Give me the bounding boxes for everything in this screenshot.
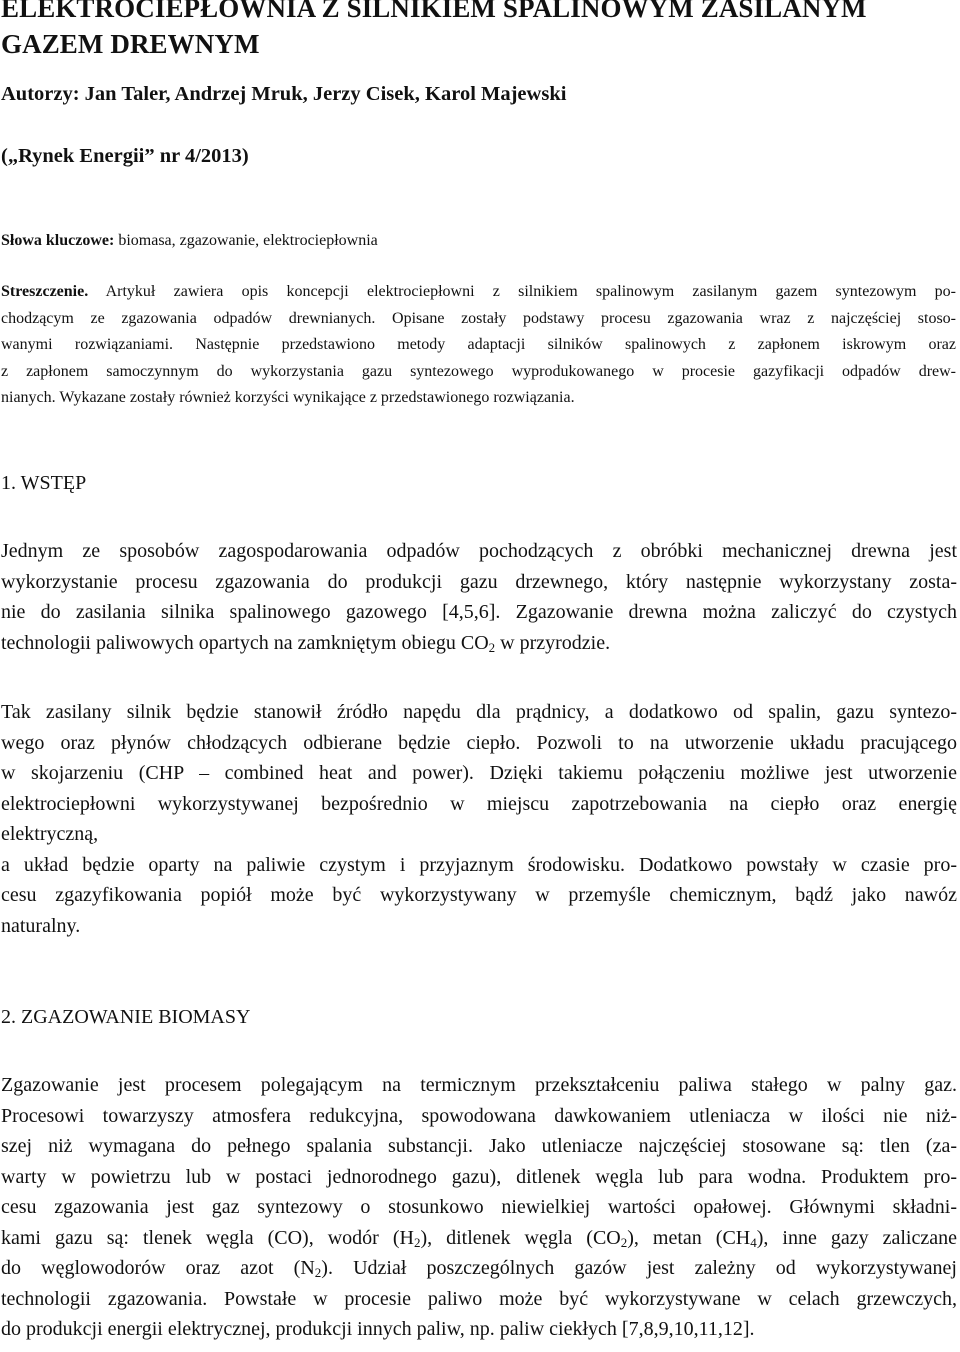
subscript: 4 (750, 1234, 757, 1250)
paragraph-line: Zgazowanie jest procesem polegającym na termicznym przekształceniu paliwa stałego w palny gaz. (1, 1074, 957, 1096)
paragraph-line: nie do zasilania silnika spalinowego gazowego [4,5,6]. Zgazowanie drewna można zaliczyć do czystych (1, 601, 957, 623)
paragraph-line: cesu zgazyfikowania popiół może być wykorzystywany w przemyśle chemicznym, bądź jako nawóz (1, 884, 957, 906)
paragraph-line: wykorzystanie procesu zgazowania do produkcji gazu drzewnego, który następnie wykorzystany zosta- (1, 570, 957, 593)
paragraph-line (1, 628, 957, 659)
subscript: 2 (620, 1234, 628, 1250)
text-run: ), inne gazy zaliczane (756, 1226, 957, 1249)
paragraph-line: w skojarzeniu (CHP – combined heat and power). Dzięki takiemu połączeniu możliwe jest utworzenie (1, 762, 957, 784)
abstract-line: nianych. Wykazane zostały również korzyści wynikające z przedstawionego rozwiązania. (1, 389, 575, 406)
paragraph-line: a układ będzie oparty na paliwie czystym i przyjaznym środowisku. Dodatkowo powstały w czasie pro- (1, 853, 957, 876)
text-run: technologii paliwowych opartych na zamkniętym obiegu CO (1, 631, 489, 654)
abstract-line: wanymi rozwiązaniami. Następnie przedstawiono metody adaptacji silników spalinowych z zapłonem iskrowym oraz (1, 336, 956, 353)
source-line: („Rynek Energii” nr 4/2013) (1, 145, 249, 167)
text-run: kami gazu są: tlenek węgla (CO), wodór (H (1, 1226, 414, 1249)
text-run: w przyrodzie. (495, 631, 611, 654)
paragraph-line (1, 1253, 957, 1284)
paragraph-line: warty w powietrzu lub w postaci jednorodnego gazu), ditlenek węgla lub para wodna. Produktem pro- (1, 1165, 957, 1188)
paragraph-line: Procesowi towarzyszy atmosfera redukcyjna, spowodowana dawkowaniem utleniacza w ilości nie niż- (1, 1104, 957, 1127)
intro-paragraph-1 (1, 536, 957, 658)
paragraph-line: technologii zgazowania. Powstałe w procesie paliwo może być wykorzystywane w celach grzewczych, (1, 1287, 957, 1310)
paragraph-line: do produkcji energii elektrycznej, produkcji innych paliw, np. paliw ciekłych [7,8,9,10,11,12]. (1, 1318, 755, 1340)
section-heading-intro: 1. WSTĘP (1, 472, 87, 494)
paragraph-line: szej niż wymagana do pełnego spalania substancji. Jako utleniacze najczęściej stosowane są: tlen (za- (1, 1135, 957, 1157)
authors-line: Autorzy: Jan Taler, Andrzej Mruk, Jerzy Cisek, Karol Majewski (1, 83, 567, 105)
text-run: ), ditlenek węgla (CO (420, 1226, 621, 1249)
subscript: 2 (314, 1265, 322, 1280)
text-run: ), metan (CH (627, 1226, 751, 1249)
abstract (1, 279, 956, 412)
section-heading-biomass: 2. ZGAZOWANIE BIOMASY (1, 1006, 251, 1028)
subscript: 2 (413, 1234, 421, 1250)
keywords-text: biomasa, zgazowanie, elektrociepłownia (114, 232, 378, 249)
abstract-text: Artykuł zawiera opis koncepcji elektrociepłowni z silnikiem spalinowym zasilanym gazem syntezowym po- (88, 283, 956, 300)
abstract-label: Streszczenie. (1, 283, 89, 300)
document-title (1, 0, 958, 62)
subscript: 2 (488, 639, 496, 655)
abstract-line: z zapłonem samoczynnym do wykorzystania gazu syntezowego wyprodukowanego w procesie gazyfikacji odpadów drew- (1, 362, 956, 380)
paragraph-line: naturalny. (1, 914, 81, 937)
keywords-label: Słowa kluczowe: (1, 232, 115, 249)
paragraph-line: Tak zasilany silnik będzie stanowił źródło napędu dla prądnicy, a dodatkowo od spalin, gazu syntezo- (1, 701, 957, 723)
paragraph-line: wego oraz płynów chłodzących odbierane będzie ciepło. Pozwoli to na utworzenie układu pracującego (1, 731, 957, 754)
abstract-line (1, 279, 956, 306)
biomass-paragraph (1, 1070, 957, 1345)
title-line: ELEKTROCIEPŁOWNIA Z SILNIKIEM SPALINOWYM ZASILANYM (1, 0, 867, 23)
intro-paragraph-2 (1, 697, 957, 941)
keywords-line (1, 232, 378, 250)
paragraph-line: elektrociepłowni wykorzystywanej bezpośrednio w miejscu zapotrzebowania na ciepło oraz energię (1, 792, 957, 815)
paragraph-line: elektryczną, (1, 823, 99, 845)
paragraph-line: cesu zgazowania jest gaz syntezowy o stosunkowo niewielkiej wartości opałowej. Głównymi składni- (1, 1196, 957, 1218)
abstract-line: chodzącym ze zgazowania odpadów drewnianych. Opisane zostały podstawy procesu zgazowania wraz z najczęściej stoso- (1, 309, 956, 327)
text-run: ). Udział poszczególnych gazów jest zależny od wykorzystywanej (321, 1257, 957, 1279)
title-line: GAZEM DREWNYM (1, 29, 260, 59)
text-run: do węglowodorów oraz azot (N (1, 1257, 315, 1279)
paragraph-line (1, 1223, 957, 1254)
paragraph-line: Jednym ze sposobów zagospodarowania odpadów pochodzących z obróbki mechanicznej drewna jest (1, 540, 957, 562)
